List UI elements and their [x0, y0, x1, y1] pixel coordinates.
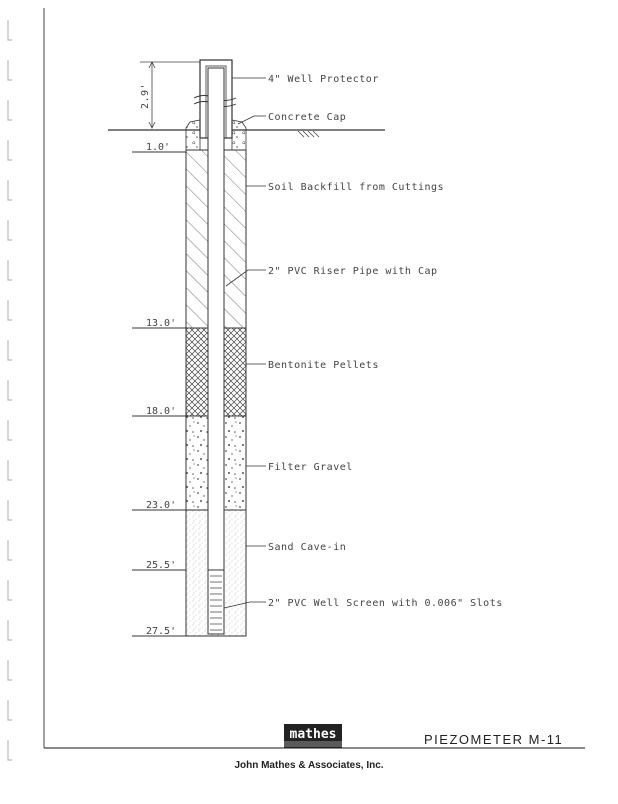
- depth-label-6: 27.5': [146, 626, 177, 637]
- label-concrete-cap: Concrete Cap: [268, 112, 347, 123]
- concrete-cap-right: [232, 120, 246, 150]
- logo-text: mathes: [289, 727, 337, 742]
- depth-label-1: 1.0': [146, 142, 171, 153]
- drawing-title: PIEZOMETER M-11: [424, 732, 564, 747]
- label-bentonite: Bentonite Pellets: [268, 360, 379, 371]
- label-sand-cave: Sand Cave-in: [268, 542, 347, 553]
- riser-pipe: [208, 68, 224, 570]
- ground-hatch-symbol: [298, 131, 319, 137]
- binder-marks: [8, 20, 12, 760]
- company-logo: [284, 724, 342, 748]
- company-name: John Mathes & Associates, Inc.: [234, 760, 384, 771]
- label-riser-pipe: 2" PVC Riser Pipe with Cap: [268, 266, 438, 277]
- depth-label-4: 23.0': [146, 500, 177, 511]
- well-screen: [208, 570, 224, 634]
- depth-label-5: 25.5': [146, 560, 177, 571]
- label-well-protector: 4" Well Protector: [268, 74, 379, 85]
- label-filter-gravel: Filter Gravel: [268, 462, 353, 473]
- depth-label-3: 18.0': [146, 406, 177, 417]
- label-well-screen: 2" PVC Well Screen with 0.006" Slots: [268, 598, 503, 609]
- label-soil-backfill: Soil Backfill from Cuttings: [268, 182, 445, 193]
- depth-label-2: 13.0': [146, 318, 177, 329]
- concrete-cap-left: [186, 120, 200, 150]
- stickup-label: 2.9': [140, 82, 151, 110]
